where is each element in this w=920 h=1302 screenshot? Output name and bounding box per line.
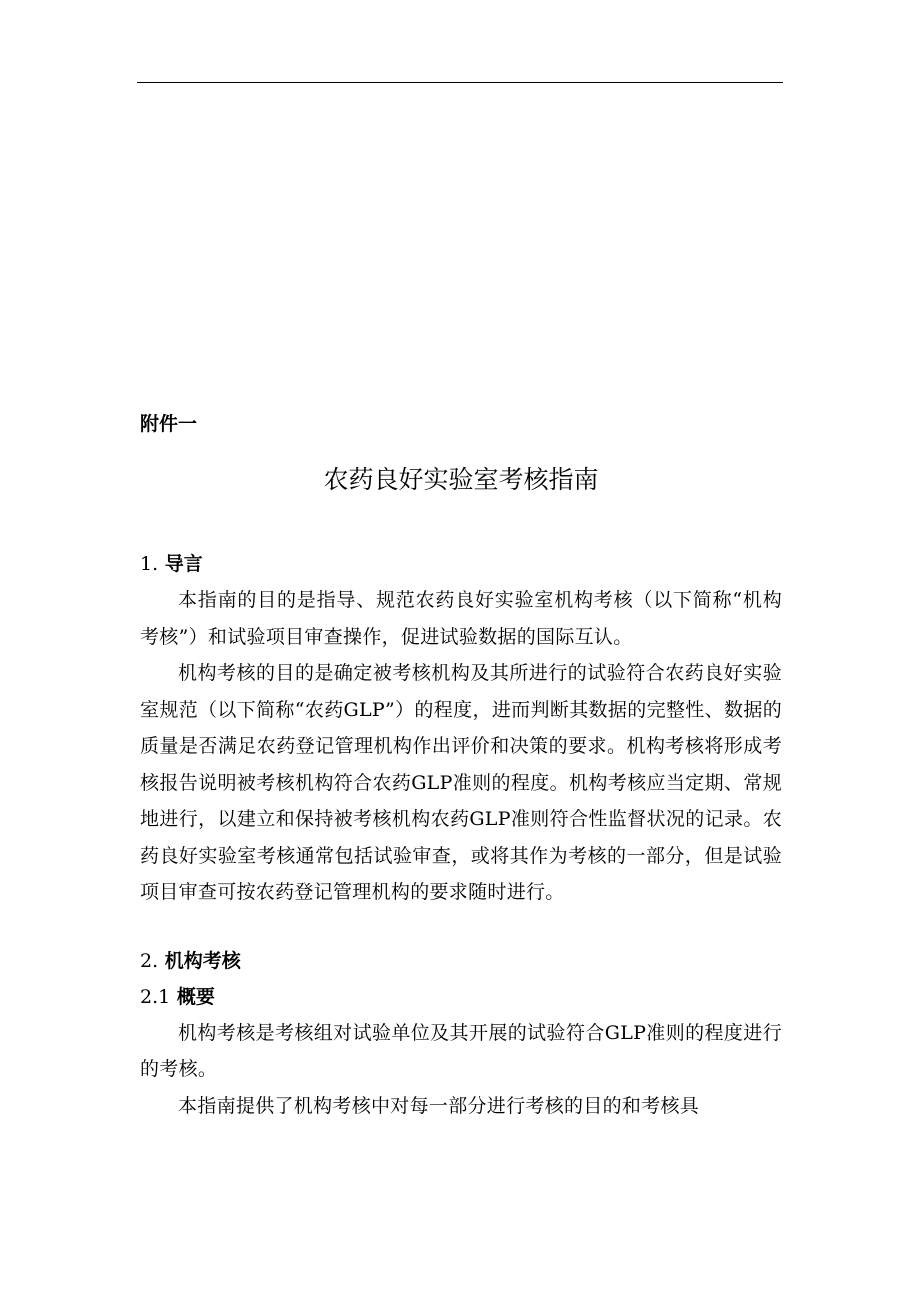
spacer [140,911,782,943]
section-title: 机构考核 [164,949,241,972]
paragraph: 本指南的目的是指导、规范农药良好实验室机构考核（以下简称“机构考核”）和试验项目审查操作，促进试验数据的国际互认。 [140,589,782,648]
section-heading-2 [140,943,782,979]
section-title: 概要 [176,985,215,1008]
document-body [140,400,782,1124]
subsection-heading-2-1 [140,979,782,1015]
paragraph: 机构考核的目的是确定被考核机构及其所进行的试验符合农药良好实验室规范（以下简称“农药GLP”）的程度，进而判断其数据的完整性、数据的质量是否满足农药登记管理机构作出评价和决策的要求。机构考核将形成考核报告说明被考核机构符合农药GLP准则的程度。机构考核应当定期、常规地进行，以建立和保持被考核机构农药GLP准则符合性监督状况的记录。农药良好实验室考核通常包括试验审查，或将其作为考核的一部分，但是试验项目审查可按农药登记管理机构的要求随时进行。 [140,662,782,903]
section-number: 1. [140,553,159,575]
paragraph: 机构考核是考核组对试验单位及其开展的试验符合GLP准则的程度进行的考核。 [140,1021,782,1080]
paragraph: 本指南提供了机构考核中对每一部分进行考核的目的和考核具 [178,1094,700,1117]
attachment-label: 附件一 [140,413,198,435]
section-number: 2.1 [140,985,171,1008]
section-title: 导言 [164,553,203,575]
header-rule [137,82,783,83]
section-heading-1 [140,546,782,582]
document-title: 农药良好实验室考核指南 [323,465,599,494]
section-number: 2. [140,949,159,972]
